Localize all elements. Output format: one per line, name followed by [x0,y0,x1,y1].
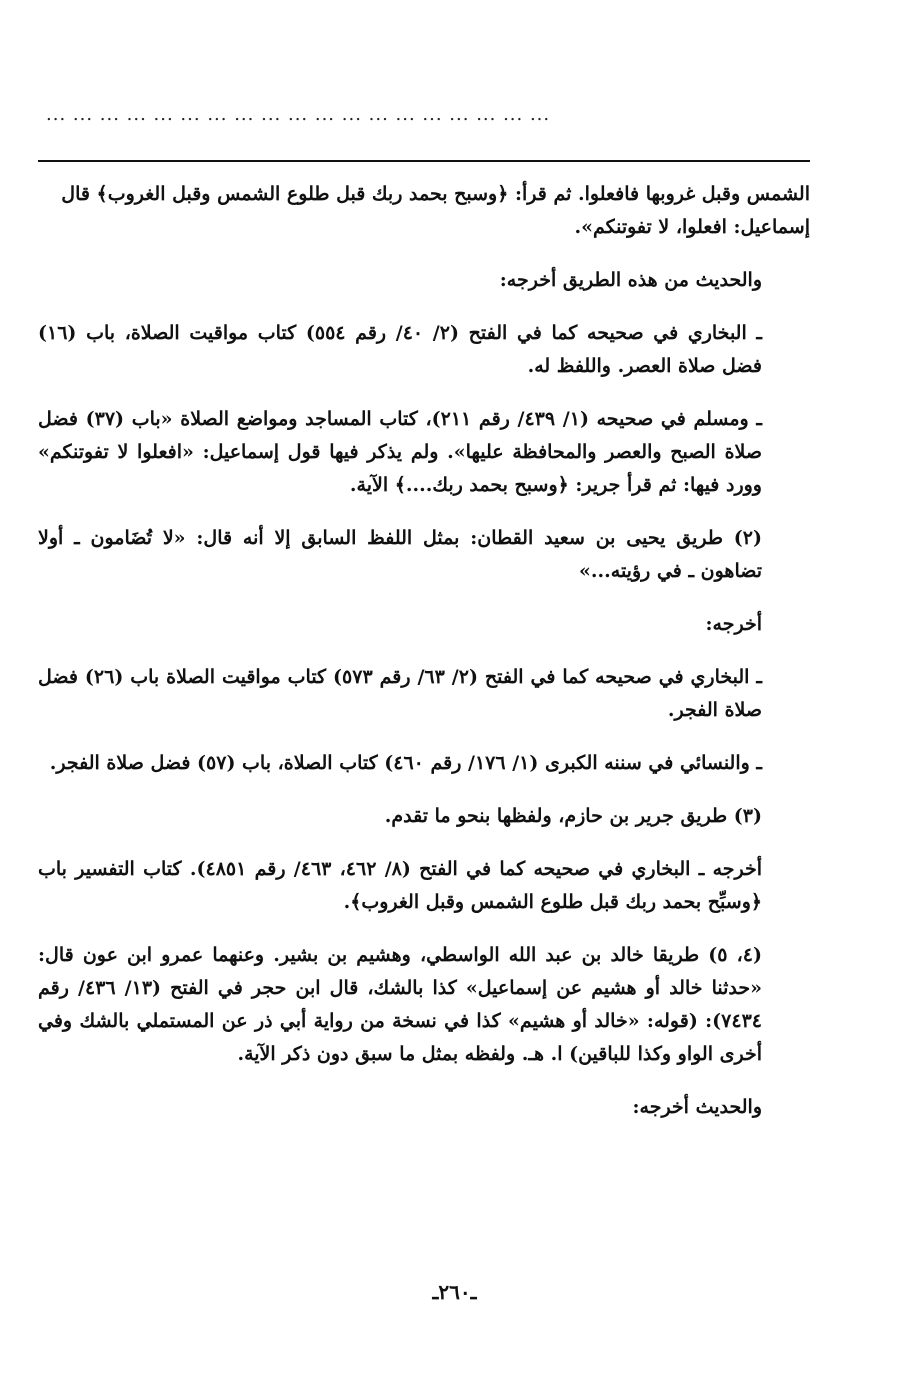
horizontal-rule [38,160,810,162]
paragraph: ـ البخاري في صحيحه كما في الفتح (٢/ ٦٣/ رقم ٥٧٣) كتاب مواقيت الصلاة باب (٢٦) فضل صلاة الفجر. [38,666,762,721]
paragraph: أخرجه: [705,613,762,635]
page-number: ـ٢٦٠ـ [432,1280,477,1304]
paragraph: والحديث أخرجه: [632,1096,762,1118]
paragraph: ـ ومسلم في صحيحه (١/ ٤٣٩/ رقم ٢١١)، كتاب المساجد ومواضع الصلاة «باب (٣٧) فضل صلاة الصبح والعصر والمحافظة عليها». ولم يذكر فيها قول إسماعيل: «افعلوا لا تفوتنكم» وورد فيها: ثم قرأ جرير: ﴿وسبح بحمد ربك....﴾ الآية. [38,408,762,496]
ellipsis-separator: ... ... ... ... ... ... ... ... ... ... ... ... ... ... ... ... ... ... ... [46,104,551,125]
paragraph: (٣) طريق جرير بن حازم، ولفظها بنحو ما تقدم. [384,805,762,827]
paragraph: أخرجه ـ البخاري في صحيحه كما في الفتح (٨/ ٤٦٢، ٤٦٣/ رقم ٤٨٥١). كتاب التفسير باب ﴿وسبِّح بحمد ربك قبل طلوع الشمس وقبل الغروب﴾. [38,858,763,913]
paragraph: الشمس وقبل غروبها فافعلوا. ثم قرأ: ﴿وسبح بحمد ربك قبل طلوع الشمس وقبل الغروب﴾ قال إسماعيل: افعلوا، لا تفوتنكم». [61,183,810,238]
paragraph: (٢) طريق يحيى بن سعيد القطان: بمثل اللفظ السابق إلا أنه قال: «لا تُضَامون ـ أولا تضاهون ـ في رؤيته...» [38,527,762,582]
paragraph: ـ والنسائي في سننه الكبرى (١/ ١٧٦/ رقم ٤٦٠) كتاب الصلاة، باب (٥٧) فضل صلاة الفجر. [49,752,762,774]
paragraph: والحديث من هذه الطريق أخرجه: [499,269,762,291]
paragraph: (٤، ٥) طريقا خالد بن عبد الله الواسطي، وهشيم بن بشير. وعنهما عمرو ابن عون قال: «حدثنا خالد أو هشيم عن إسماعيل» كذا بالشك، قال ابن حجر في الفتح (١٣/ ٤٣٦/ رقم ٧٤٣٤): (قوله: «خالد أو هشيم» كذا في نسخة من رواية أبي ذر عن المستملي بالشك وفي أخرى الواو وكذا للباقين) ا. هـ. ولفظه بمثل ما سبق دون ذكر الآية. [38,944,762,1065]
page-body [38,178,810,1144]
paragraph: ـ البخاري في صحيحه كما في الفتح (٢/ ٤٠/ رقم ٥٥٤) كتاب مواقيت الصلاة، باب (١٦) فضل صلاة العصر. واللفظ له. [38,322,762,377]
